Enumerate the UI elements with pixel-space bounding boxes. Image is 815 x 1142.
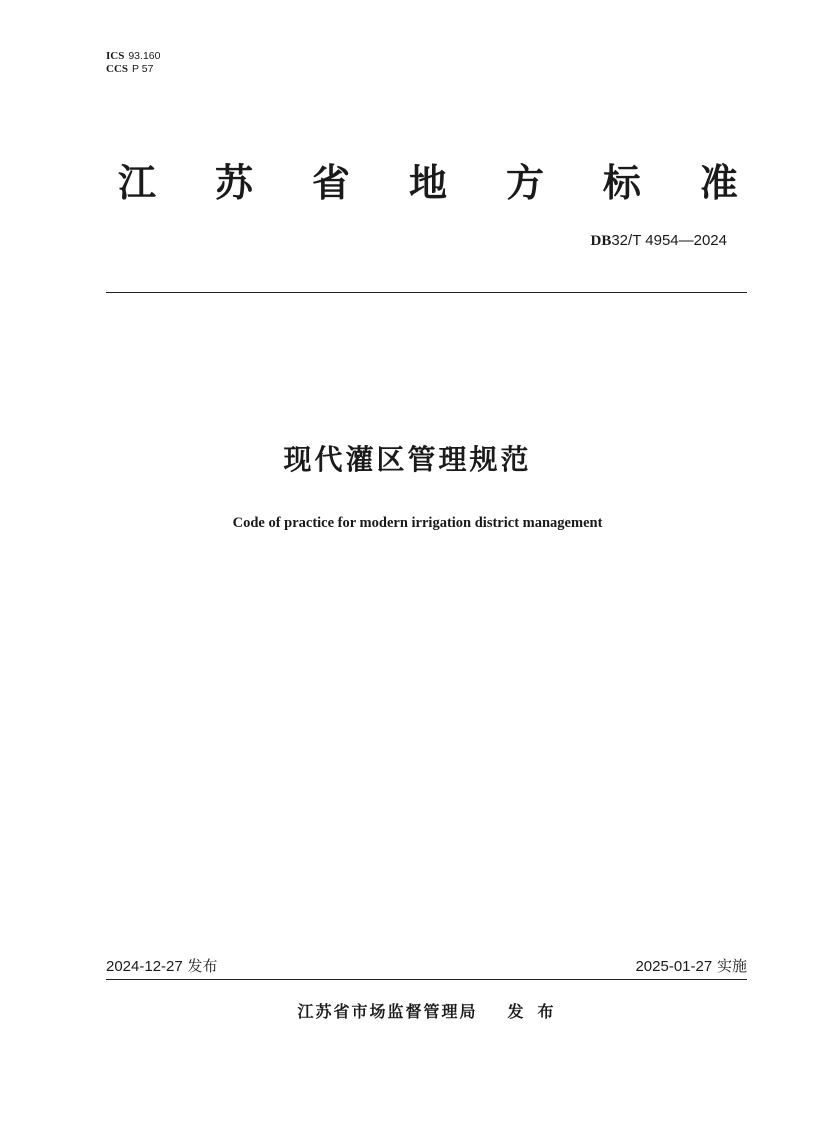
ccs-label: CCS (106, 63, 129, 75)
standard-type-heading (118, 160, 738, 206)
standard-type-char: 江 (118, 161, 157, 205)
document-title-english: Code of practice for modern irrigation district management (232, 515, 603, 531)
ics-label: ICS (106, 50, 125, 62)
classification-codes (106, 50, 160, 76)
ics-value: 93.160 (128, 50, 161, 62)
ccs-value: P 57 (132, 63, 154, 75)
issuer-organization: 江苏省市场监督管理局 (297, 1002, 478, 1021)
document-title-chinese: 现代灌区管理规范 (283, 443, 532, 476)
implement-label: 实施 (716, 957, 747, 975)
implement-date-line (635, 956, 747, 977)
publish-date: 2024-12-27 (106, 958, 183, 975)
issuer-action: 发布 (507, 1002, 568, 1021)
standard-number (591, 230, 728, 251)
standard-type-char: 省 (311, 161, 350, 205)
standard-number-code: 32/T 4954—2024 (611, 232, 727, 249)
bottom-divider (106, 979, 747, 980)
standard-number-prefix: DB (590, 233, 612, 249)
ics-code (106, 50, 160, 63)
standard-type-char: 苏 (214, 161, 253, 205)
top-divider (106, 292, 747, 293)
standard-type-char: 准 (699, 161, 738, 205)
publish-date-line (106, 956, 218, 977)
issuing-authority (0, 1001, 815, 1023)
standard-type-char: 方 (505, 161, 544, 205)
ccs-code (106, 63, 160, 76)
implement-date: 2025-01-27 (635, 958, 713, 975)
standard-type-char: 地 (408, 161, 447, 205)
standard-type-char: 标 (602, 161, 641, 205)
publish-label: 发布 (187, 957, 218, 975)
